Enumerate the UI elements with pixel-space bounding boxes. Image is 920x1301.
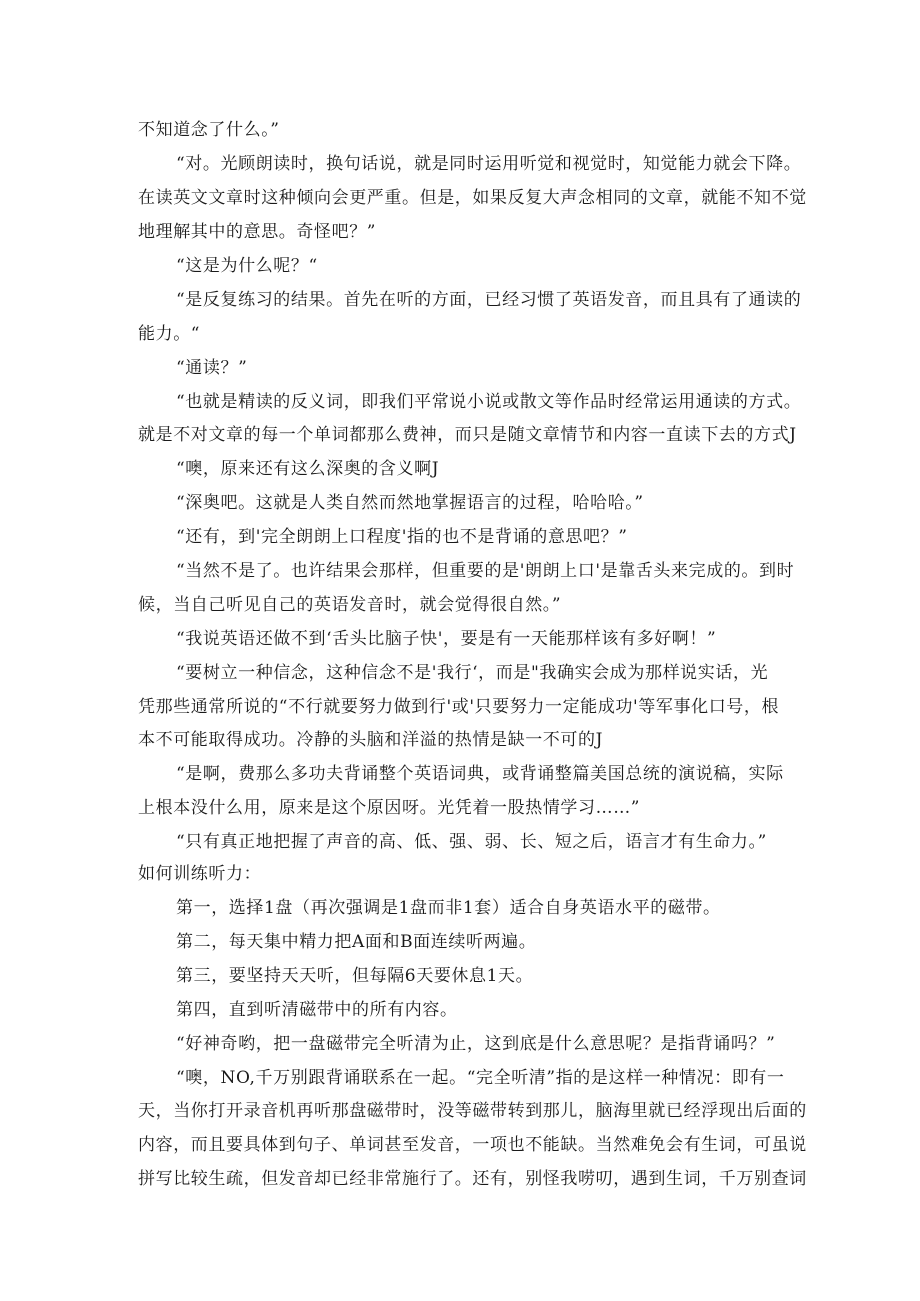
text-line: 第二，每天集中精力把A面和B面连续听两遍。: [176, 932, 537, 952]
text-line: “是啊，费那么多功夫背诵整个英语词典，或背诵整篇美国总统的演说稿，实际: [176, 764, 784, 784]
text-line: “噢，原来还有这么深奥的含义啊J: [176, 459, 440, 479]
text-line: 第四，直到听清磁带中的所有内容。: [176, 1000, 458, 1020]
text-line: 天，当你打开录音机再听那盘磁带时，没等磁带转到那儿，脑海里就已经浮现出后面的: [138, 1101, 807, 1121]
text-line: “这是为什么呢？“: [176, 256, 318, 276]
text-line: 第三，要坚持天天听，但每隔6天要休息1天。: [176, 966, 534, 986]
text-line: 第一，选择1盘（再次强调是1盘而非1套）适合自身英语水平的磁带。: [176, 898, 721, 918]
text-line: 如何训练听力：: [138, 864, 262, 884]
text-line: “通读？”: [176, 358, 248, 378]
text-line: 地理解其中的意思。奇怪吧？”: [138, 222, 377, 242]
text-line: “是反复练习的结果。首先在听的方面，已经习惯了英语发音，而且具有了通读的: [176, 290, 802, 310]
text-line: 候，当自己听见自己的英语发音时，就会觉得很自然。”: [138, 595, 562, 615]
text-line: “还有，到'完全朗朗上口程度'指的也不是背诵的意思吧？”: [176, 527, 628, 547]
text-line: 能力。“: [138, 324, 201, 344]
text-line: 拼写比较生疏，但发音却已经非常施行了。还有，别怪我唠叨，遇到生词，千万别查词: [138, 1169, 807, 1189]
text-line: “噢，NO,千万别跟背诵联系在一起。“完全听清”指的是这样一种情况：即有一: [176, 1068, 785, 1088]
text-line: 上根本没什么用，原来是这个原因呀。光凭着一股热情学习……”: [138, 798, 641, 818]
text-line: “好神奇哟，把一盘磁带完全听清为止，这到底是什么意思呢？是指背诵吗？”: [176, 1034, 776, 1054]
text-line: 在读英文文章时这种倾向会更严重。但是，如果反复大声念相同的文章，就能不知不觉: [138, 188, 807, 208]
text-line: 内容，而且要具体到句子、单词甚至发音，一项也不能缺。当然难免会有生词，可虽说: [138, 1135, 807, 1155]
text-line: 本不可能取得成功。冷静的头脑和洋溢的热情是缺一不可的J: [138, 730, 604, 750]
text-line: “也就是精读的反义词，即我们平常说小说或散文等作品时经常运用通读的方式。: [176, 392, 802, 412]
text-line: 凭那些通常所说的“不行就要努力做到行'或'只要努力一定能成功'等军事化口号，根: [138, 697, 780, 717]
text-line: “我说英语还做不到‘舌头比脑子快'，要是有一天能那样该有多好啊！”: [176, 629, 717, 649]
text-line: 不知道念了什么。”: [138, 120, 280, 140]
text-line: “对。光顾朗读时，换句话说，就是同时运用听觉和视觉时，知觉能力就会下降。: [176, 154, 802, 174]
text-line: 就是不对文章的每一个单词都那么费神，而只是随文章情节和内容一直读下去的方式J: [138, 425, 797, 445]
text-line: “当然不是了。也许结果会那样，但重要的是'朗朗上口'是靠舌头来完成的。到时: [176, 561, 795, 581]
text-line: “只有真正地把握了声音的高、低、强、弱、长、短之后，语言才有生命力。”: [176, 832, 767, 852]
text-line: “深奥吧。这就是人类自然而然地掌握语言的过程，哈哈哈。”: [176, 493, 644, 513]
text-line: “要树立一种信念，这种信念不是'我行‘，而是"我确实会成为那样说实话，光: [176, 663, 769, 683]
